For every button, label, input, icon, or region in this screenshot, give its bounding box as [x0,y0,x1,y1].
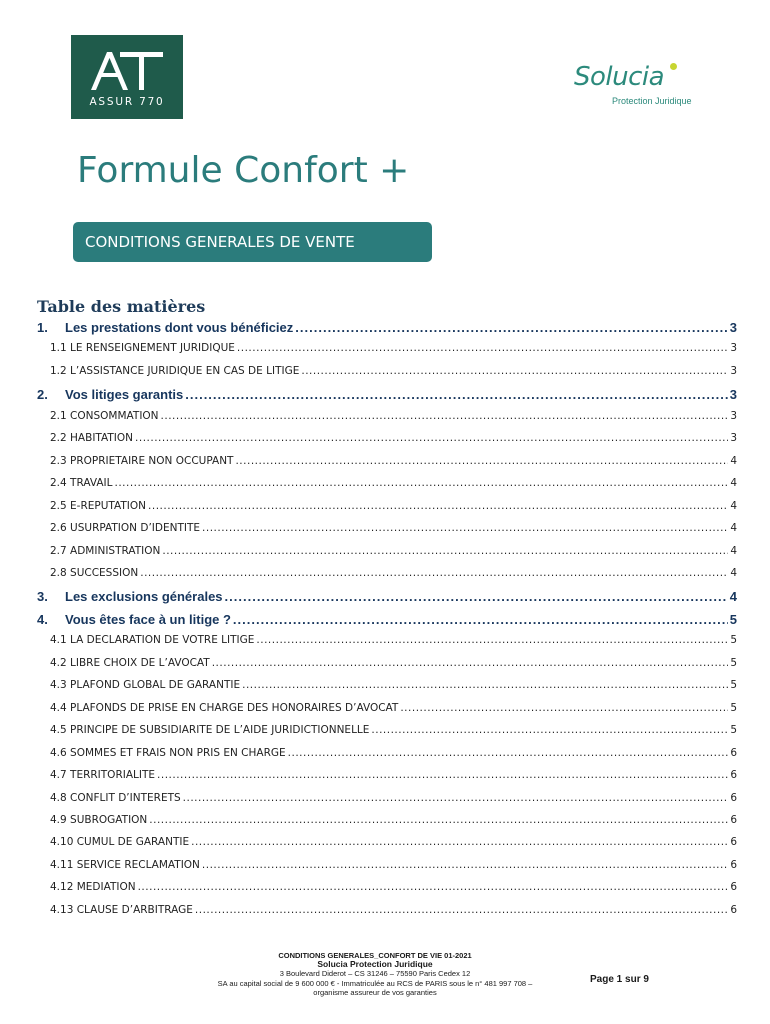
toc-entry-page: 4 [730,499,737,512]
toc-dot-leader [140,567,728,579]
toc-subsection-entry[interactable] [50,365,737,377]
toc-entry-page: 6 [730,836,737,849]
toc-dot-leader [157,769,728,781]
toc-entry-label: 4.4 PLAFONDS DE PRISE EN CHARGE DES HONORAIRES D’AVOCAT [50,701,399,714]
toc-subsection-entry[interactable] [50,814,737,826]
toc-dot-leader [242,679,728,691]
toc-entry-page: 3 [730,364,737,377]
toc-subsection-entry[interactable] [50,792,737,804]
toc-entry-label: 2.6 USURPATION D’IDENTITE [50,522,201,534]
toc-dot-leader [237,342,728,354]
toc-dot-leader [185,387,728,402]
toc-entry-label: 2.4 TRAVAIL [50,477,113,490]
toc-subsection-entry[interactable] [50,522,737,534]
toc-dot-leader [202,859,728,871]
toc-entry-label: Les prestations dont vous bénéficiez [65,320,294,335]
toc-dot-leader [256,634,728,646]
toc-subsection-entry[interactable] [50,679,737,691]
toc-entry-label: 4.12 MEDIATION [50,881,136,894]
toc-entry-page: 3 [730,342,737,355]
toc-entry-number: 4. [37,611,48,627]
toc-entry-label: 4.6 SOMMES ET FRAIS NON PRIS EN CHARGE [50,746,286,759]
toc-entry-page: 4 [730,567,737,579]
toc-entry-label: 2.2 HABITATION [50,432,134,445]
document-title: Formule Confort + [77,150,410,191]
toc-dot-leader [295,320,727,335]
footer-reference: CONDITIONS GENERALES_CONFORT DE VIE 01-2021 [278,951,472,960]
toc-entry-label: 4.13 CLAUSE D’ARBITRAGE [50,903,193,916]
toc-entry-label: 2.5 E-REPUTATION [50,499,147,512]
assur770-logo [71,35,183,119]
toc-entry-page: 4 [730,477,737,490]
toc-dot-leader [235,455,728,467]
toc-subsection-entry[interactable] [50,836,737,848]
toc-entry-page: 5 [730,701,737,714]
toc-dot-leader [225,589,728,604]
solucia-dot-icon [670,63,677,70]
toc-entry-page: 5 [730,656,737,669]
toc-entry-page: 5 [730,724,737,737]
toc-entry-label: 4.8 CONFLIT D’INTERETS [50,791,181,804]
toc-subsection-entry[interactable] [50,702,737,714]
toc-dot-leader [371,724,728,736]
toc-entry-page: 3 [730,409,737,422]
toc-entry-page: 6 [730,791,737,804]
toc-dot-leader [162,545,728,557]
toc-entry-label: 4.5 PRINCIPE DE SUBSIDIARITE DE L’AIDE JURIDICTIONNELLE [50,724,370,737]
toc-subsection-entry[interactable] [50,500,737,512]
toc-dot-leader [212,657,729,669]
toc-entry-label: Vous êtes face à un litige ? [65,611,231,627]
toc-entry-label: 2.7 ADMINISTRATION [50,544,161,557]
toc-subsection-entry[interactable] [50,747,737,759]
toc-entry-number: 2. [37,387,48,403]
toc-dot-leader [195,904,728,916]
toc-entry-label: 4.3 PLAFOND GLOBAL DE GARANTIE [50,679,241,692]
toc-heading: Table des matières [37,297,206,316]
toc-entry-page: 6 [730,881,737,894]
toc-dot-leader [400,702,728,714]
toc-dot-leader [202,522,728,534]
toc-dot-leader [148,500,728,512]
assur770-logo-text: ASSUR 770 [89,96,165,108]
solucia-logo [574,62,702,110]
toc-subsection-entry[interactable] [50,410,737,422]
toc-subsection-entry[interactable] [50,657,737,669]
toc-subsection-entry[interactable] [50,567,737,579]
toc-entry-label: 2.8 SUCCESSION [50,567,139,579]
toc-dot-leader [183,792,729,804]
page-indicator: Page 1 sur 9 [590,974,649,985]
toc-dot-leader [138,881,729,893]
toc-dot-leader [135,432,728,444]
footer-legal-line-2: organisme assureur de vos garanties [313,987,437,997]
toc-subsection-entry[interactable] [50,724,737,736]
toc-entry-number: 3. [37,589,48,605]
toc-entry-page: 4 [730,454,737,467]
toc-entry-page: 6 [730,746,737,759]
footer-legal-line-1: SA au capital social de 9 600 000 € - Immatriculée au RCS de PARIS sous le n° 481 997 708 – [217,978,533,988]
toc-entry-label: 2.1 CONSOMMATION [50,409,159,422]
toc-entry-page: 5 [729,611,737,627]
toc-subsection-entry[interactable] [50,342,737,354]
toc-subsection-entry[interactable] [50,859,737,871]
toc-entry-page: 4 [730,544,737,557]
toc-subsection-entry[interactable] [50,477,737,489]
toc-entry-label: Vos litiges garantis [65,387,184,403]
toc-dot-leader [233,612,728,627]
toc-entry-page: 5 [730,634,737,647]
toc-entry-page: 6 [730,769,737,781]
toc-section-entry[interactable] [37,320,737,335]
toc-entry-page: 3 [730,432,737,445]
toc-subsection-entry[interactable] [50,881,737,893]
toc-subsection-entry[interactable] [50,455,737,467]
solucia-logo-text: Solucia [574,62,665,92]
toc-dot-leader [149,814,728,826]
toc-entry-label: 4.2 LIBRE CHOIX DE L’AVOCAT [50,656,210,669]
toc-entry-page: 3 [729,387,737,403]
footer-company: Solucia Protection Juridique [317,959,433,970]
toc-subsection-entry[interactable] [50,432,737,444]
toc-dot-leader [301,365,728,377]
solucia-tagline: Protection Juridique [612,96,692,106]
toc-entry-page: 6 [730,858,737,871]
toc-entry-label: 4.1 LA DECLARATION DE VOTRE LITIGE [50,634,255,647]
toc-subsection-entry[interactable] [50,904,737,916]
toc-section-entry[interactable] [37,589,737,604]
toc-entry-label: 4.11 SERVICE RECLAMATION [50,858,200,871]
toc-entry-number: 1. [37,320,48,335]
toc-dot-leader [191,836,728,848]
toc-dot-leader [114,477,728,489]
toc-dot-leader [161,410,729,422]
document-banner: CONDITIONS GENERALES DE VENTE [73,222,432,262]
toc-entry-page: 4 [730,522,737,534]
footer-address: 3 Boulevard Diderot – CS 31246 – 75590 Paris Cedex 12 [279,969,471,979]
toc-section-entry[interactable] [37,612,737,627]
toc-entry-label: 4.10 CUMUL DE GARANTIE [50,836,190,849]
toc-subsection-entry[interactable] [50,769,737,781]
toc-subsection-entry[interactable] [50,634,737,646]
toc-entry-page: 3 [729,320,737,335]
page-footer [195,951,555,997]
toc-entry-label: 4.7 TERRITORIALITE [50,769,156,781]
toc-section-entry[interactable] [37,387,737,402]
toc-entry-page: 6 [730,813,737,826]
toc-entry-label: 1.1 LE RENSEIGNEMENT JURIDIQUE [50,342,235,355]
toc-entry-page: 6 [730,903,737,916]
toc-entry-label: 2.3 PROPRIETAIRE NON OCCUPANT [50,454,234,467]
toc-entry-page: 4 [729,589,737,605]
toc-entry-label: 4.9 SUBROGATION [50,813,148,826]
toc-entry-label: 1.2 L’ASSISTANCE JURIDIQUE EN CAS DE LITIGE [50,364,300,377]
toc-entry-page: 5 [730,679,737,692]
toc-dot-leader [288,747,729,759]
toc-entry-label: Les exclusions générales [65,589,223,605]
toc-subsection-entry[interactable] [50,545,737,557]
